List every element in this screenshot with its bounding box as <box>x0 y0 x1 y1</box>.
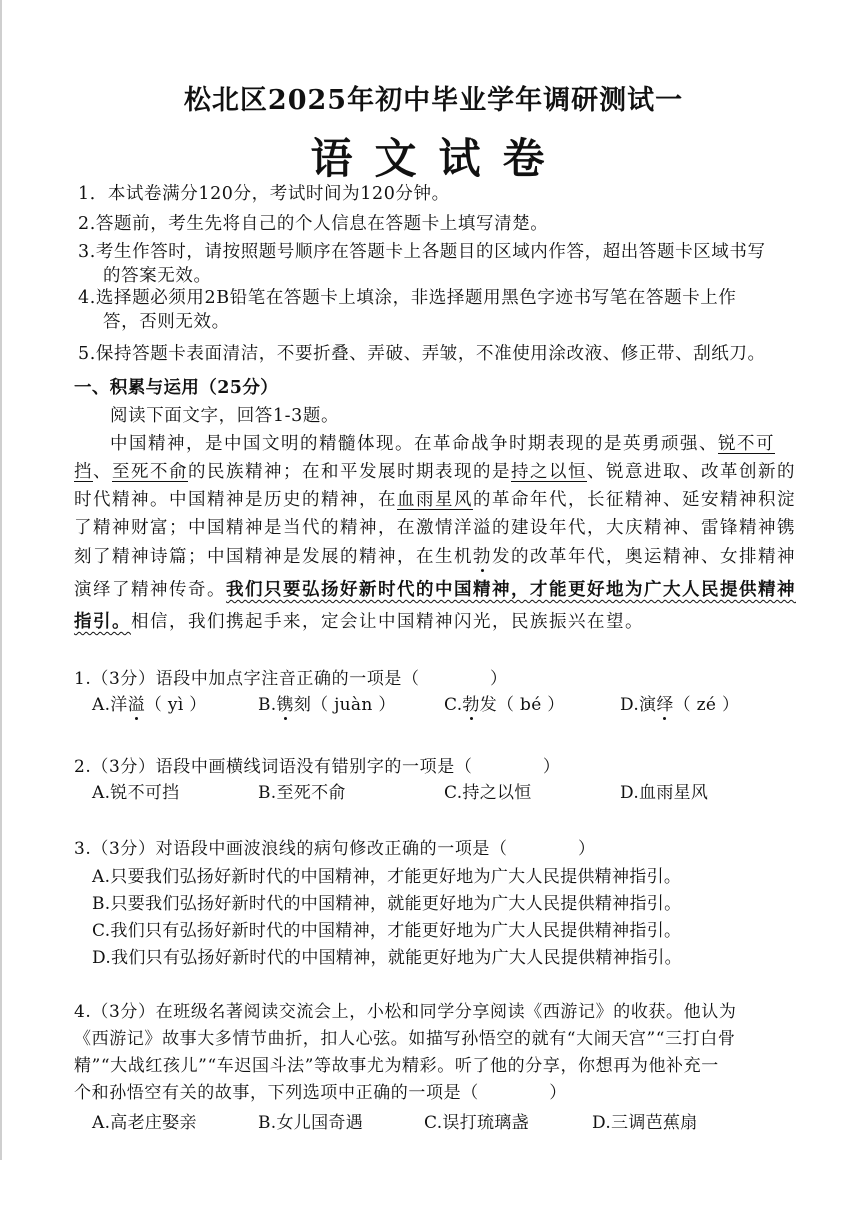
question-1-option-b: B.镌刻（ juàn ） <box>258 695 396 715</box>
question-4-stem-line-2: 《西游记》故事大多情节曲折，扣人心弦。如描写孙悟空的就有“大闹天宫”“三打白骨 <box>74 1029 736 1049</box>
question-3-option-b: B.只要我们弘扬好新时代的中国精神，就能更好地为广大人民提供精神指引。 <box>92 894 682 914</box>
question-1-option-a: A.洋溢（ yì ） <box>92 695 207 715</box>
question-2-stem: 2.（3分）语段中画横线词语没有错别字的一项是（ ） <box>74 757 561 777</box>
question-4-option-a: A.高老庄娶亲 <box>92 1113 197 1133</box>
question-4-option-b: B.女儿国奇遇 <box>258 1113 363 1133</box>
note-1: 1．本试卷满分120分，考试时间为120分钟。 <box>78 184 450 204</box>
note-2: 2.答题前，考生先将自己的个人信息在答题卡上填写清楚。 <box>78 214 549 234</box>
question-4-option-c: C.误打琉璃盏 <box>424 1113 529 1133</box>
section-heading: 一、积累与运用（25分） <box>74 378 279 398</box>
passage-line-7: 指引。相信，我们携起手来，定会让中国精神闪光，民族振兴在望。 <box>74 612 644 632</box>
question-3-stem: 3.（3分）对语段中画波浪线的病句修改正确的一项是（ ） <box>74 839 596 859</box>
passage-line-5: 刻了精神诗篇；中国精神是发展的精神，在生机勃发的改革年代，奥运精神、女排精神 <box>74 547 796 567</box>
note-4: 4.选择题必须用2B铅笔在答题卡上填涂，非选择题用黑色字迹书写笔在答题卡上作 <box>78 288 737 308</box>
passage-line-6: 演绎了精神传奇。我们只要弘扬好新时代的中国精神，才能更好地为广大人民提供精神 <box>74 580 796 600</box>
question-2-option-b: B.至死不俞 <box>258 783 346 803</box>
passage-line-1: 中国精神，是中国文明的精髓体现。在革命战争时期表现的是英勇顽强、锐不可 <box>110 434 775 454</box>
question-4-stem-line-3: 精”“大战红孩儿”“车迟国斗法”等故事尤为精彩。听了他的分享，你想再为他补充一 <box>74 1056 719 1076</box>
passage-line-4: 了精神财富；中国精神是当代的精神，在激情洋溢的建设年代，大庆精神、雷锋精神镌 <box>74 518 796 538</box>
question-4-stem-line-1: 4.（3分）在班级名著阅读交流会上，小松和同学分享阅读《西游记》的收获。他认为 <box>74 1002 737 1022</box>
note-3: 3.考生作答时，请按照题号顺序在答题卡上各题目的区域内作答，超出答题卡区域书写 <box>78 242 766 262</box>
question-2-option-d: D.血雨星风 <box>620 783 709 803</box>
question-2-option-a: A.锐不可挡 <box>92 783 180 803</box>
question-4-stem-line-4: 个和孙悟空有关的故事，下列选项中正确的一项是（ ） <box>74 1083 567 1103</box>
question-1-stem: 1.（3分）语段中加点字注音正确的一项是（ ） <box>74 669 508 689</box>
note-5: 5.保持答题卡表面清洁，不要折叠、弄破、弄皱，不准使用涂改液、修正带、刮纸刀。 <box>78 344 766 364</box>
note-3-cont: 的答案无效。 <box>103 266 212 286</box>
reading-instruction: 阅读下面文字，回答1-3题。 <box>110 406 340 426</box>
question-4-option-d: D.三调芭蕉扇 <box>592 1113 698 1133</box>
question-1-option-c: C.勃发（ bé ） <box>444 695 565 715</box>
exam-subtitle: 语文试卷 <box>310 134 567 183</box>
exam-title: 松北区2025年初中毕业学年调研测试一 <box>183 85 684 116</box>
question-3-option-c: C.我们只有弘扬好新时代的中国精神，才能更好地为广大人民提供精神指引。 <box>92 921 682 941</box>
passage-line-3: 时代精神。中国精神是历史的精神，在血雨星风的革命年代，长征精神、延安精神积淀 <box>74 490 796 510</box>
question-2-option-c: C.持之以恒 <box>444 783 532 803</box>
question-1-option-d: D.演绎（ zé ） <box>620 695 740 715</box>
note-4-cont: 答，否则无效。 <box>103 312 230 332</box>
question-3-option-a: A.只要我们弘扬好新时代的中国精神，才能更好地为广大人民提供精神指引。 <box>92 867 682 887</box>
passage-line-2: 挡、至死不俞的民族精神；在和平发展时期表现的是持之以恒、锐意进取、改革创新的 <box>74 462 796 482</box>
question-3-option-d: D.我们只有弘扬好新时代的中国精神，就能更好地为广大人民提供精神指引。 <box>92 948 682 968</box>
